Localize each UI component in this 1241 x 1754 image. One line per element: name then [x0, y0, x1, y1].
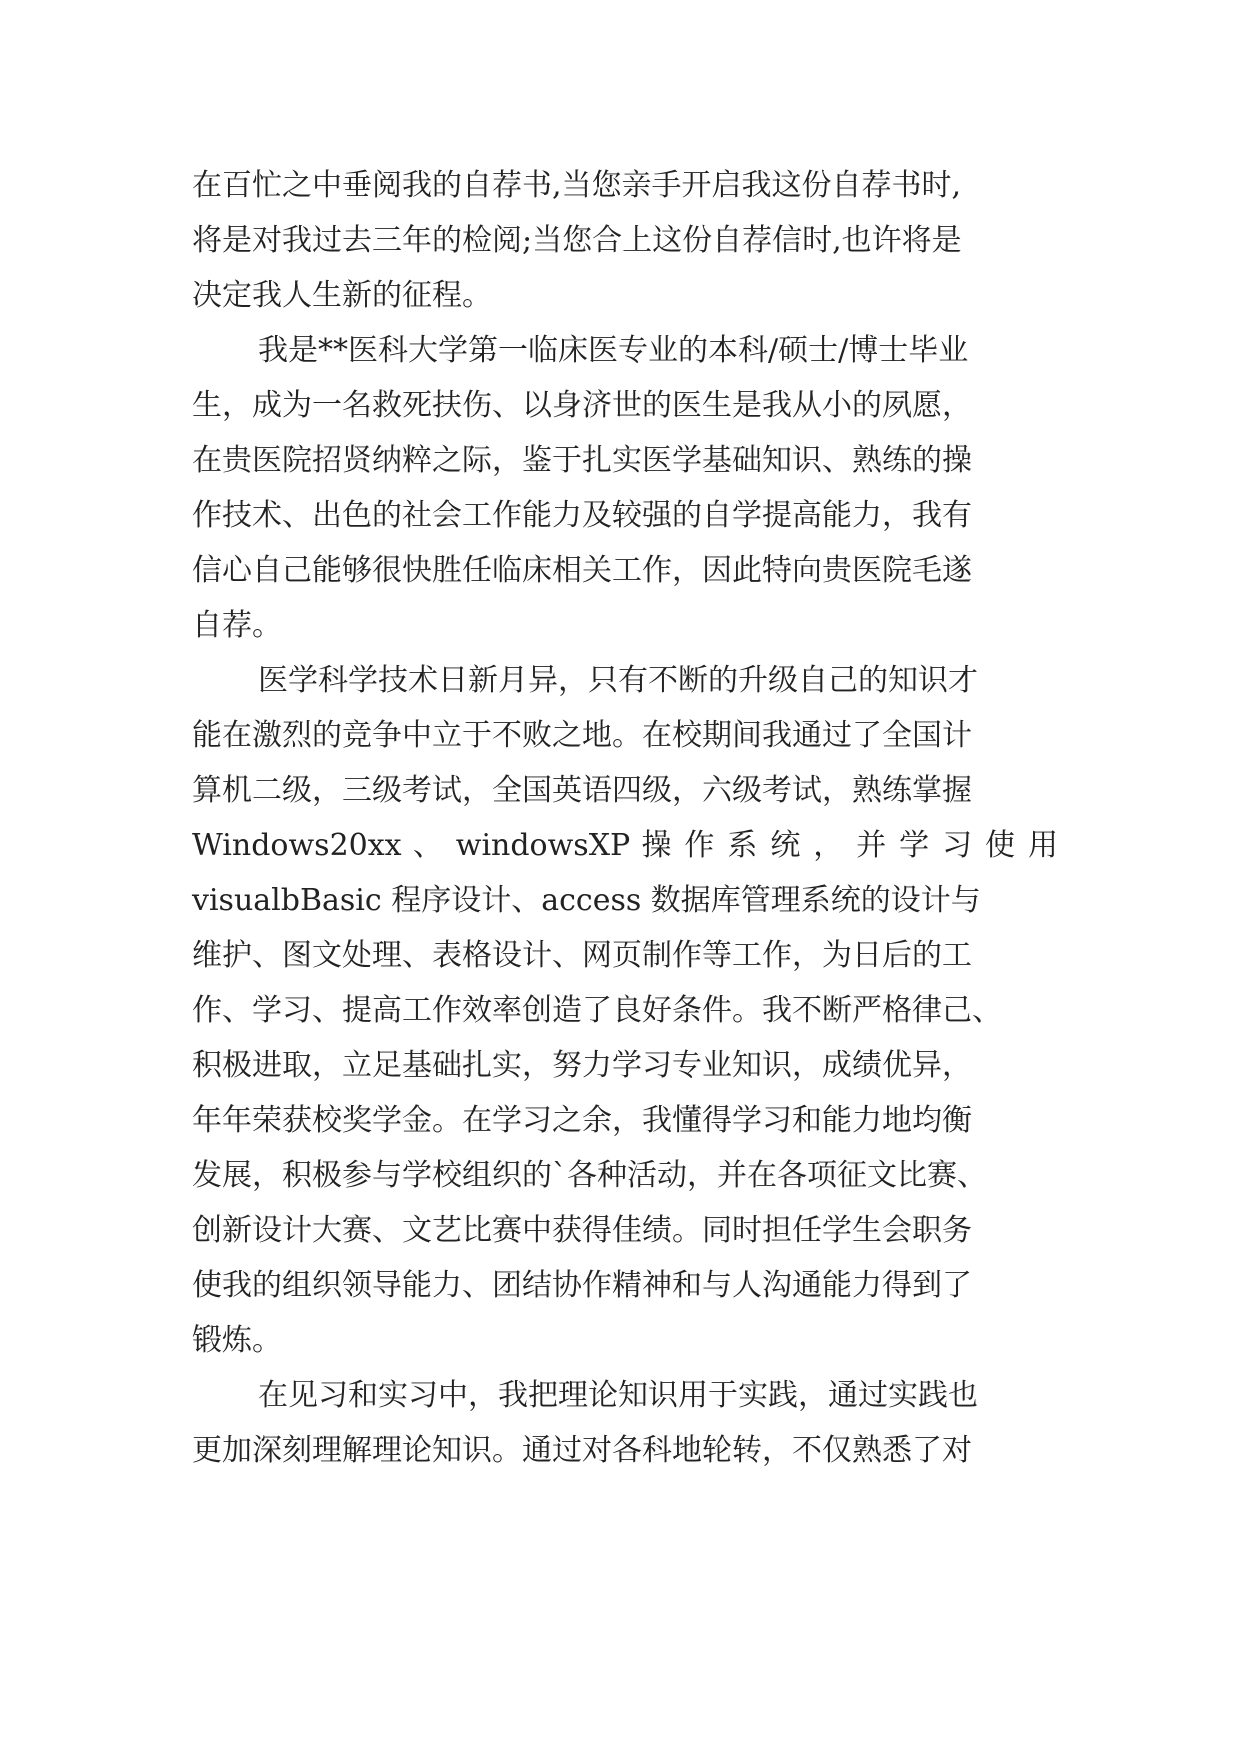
text-line: 算机二级，三级考试，全国英语四级，六级考试，熟练掌握	[192, 773, 972, 808]
text-line: 使我的组织领导能力、团结协作精神和与人沟通能力得到了	[192, 1268, 972, 1303]
text-line: 自荐。	[192, 608, 282, 643]
text-line: 能在激烈的竞争中立于不败之地。在校期间我通过了全国计	[192, 718, 972, 753]
paragraph-opening	[192, 158, 1072, 323]
text-line: 发展，积极参与学校组织的`各种活动，并在各项征文比赛、	[192, 1158, 987, 1193]
text-line: 创新设计大赛、文艺比赛中获得佳绩。同时担任学生会职务	[192, 1213, 972, 1248]
text-line: 年年荣获校奖学金。在学习之余，我懂得学习和能力地均衡	[192, 1103, 972, 1138]
text-line: 我是**医科大学第一临床医专业的本科/硕士/博士毕业	[258, 333, 969, 368]
text-line: 生，成为一名救死扶伤、以身济世的医生是我从小的夙愿，	[192, 388, 972, 423]
text-line: 在见习和实习中，我把理论知识用于实践，通过实践也	[258, 1378, 978, 1413]
paragraph-introduction	[192, 323, 1072, 653]
text-line: 在贵医院招贤纳粹之际，鉴于扎实医学基础知识、熟练的操	[192, 443, 972, 478]
text-line: 将是对我过去三年的检阅;当您合上这份自荐信时,也许将是	[192, 223, 962, 258]
text-line: 锻炼。	[192, 1323, 282, 1358]
letter-body	[192, 158, 1072, 1478]
text-line: visualbBasic 程序设计、access 数据库管理系统的设计与	[192, 883, 981, 918]
paragraph-skills	[192, 653, 1072, 1368]
text-line: 作、学习、提高工作效率创造了良好条件。我不断严格律己、	[192, 993, 1002, 1028]
text-line: 维护、图文处理、表格设计、网页制作等工作，为日后的工	[192, 938, 972, 973]
text-line: 医学科学技术日新月异，只有不断的升级自己的知识才	[258, 663, 978, 698]
text-line: 信心自己能够很快胜任临床相关工作，因此特向贵医院毛遂	[192, 553, 972, 588]
paragraph-practice	[192, 1368, 1072, 1478]
text-line: 积极进取，立足基础扎实，努力学习专业知识，成绩优异，	[192, 1048, 972, 1083]
text-line: 在百忙之中垂阅我的自荐书,当您亲手开启我这份自荐书时,	[192, 168, 962, 203]
text-line: 决定我人生新的征程。	[192, 278, 492, 313]
text-line: 作技术、出色的社会工作能力及较强的自学提高能力，我有	[192, 498, 972, 533]
text-line: Windows20xx 、 windowsXP 操 作 系 统 ， 并 学 习 使 用	[192, 828, 1058, 863]
text-line: 更加深刻理解理论知识。通过对各科地轮转，不仅熟悉了对	[192, 1433, 972, 1468]
